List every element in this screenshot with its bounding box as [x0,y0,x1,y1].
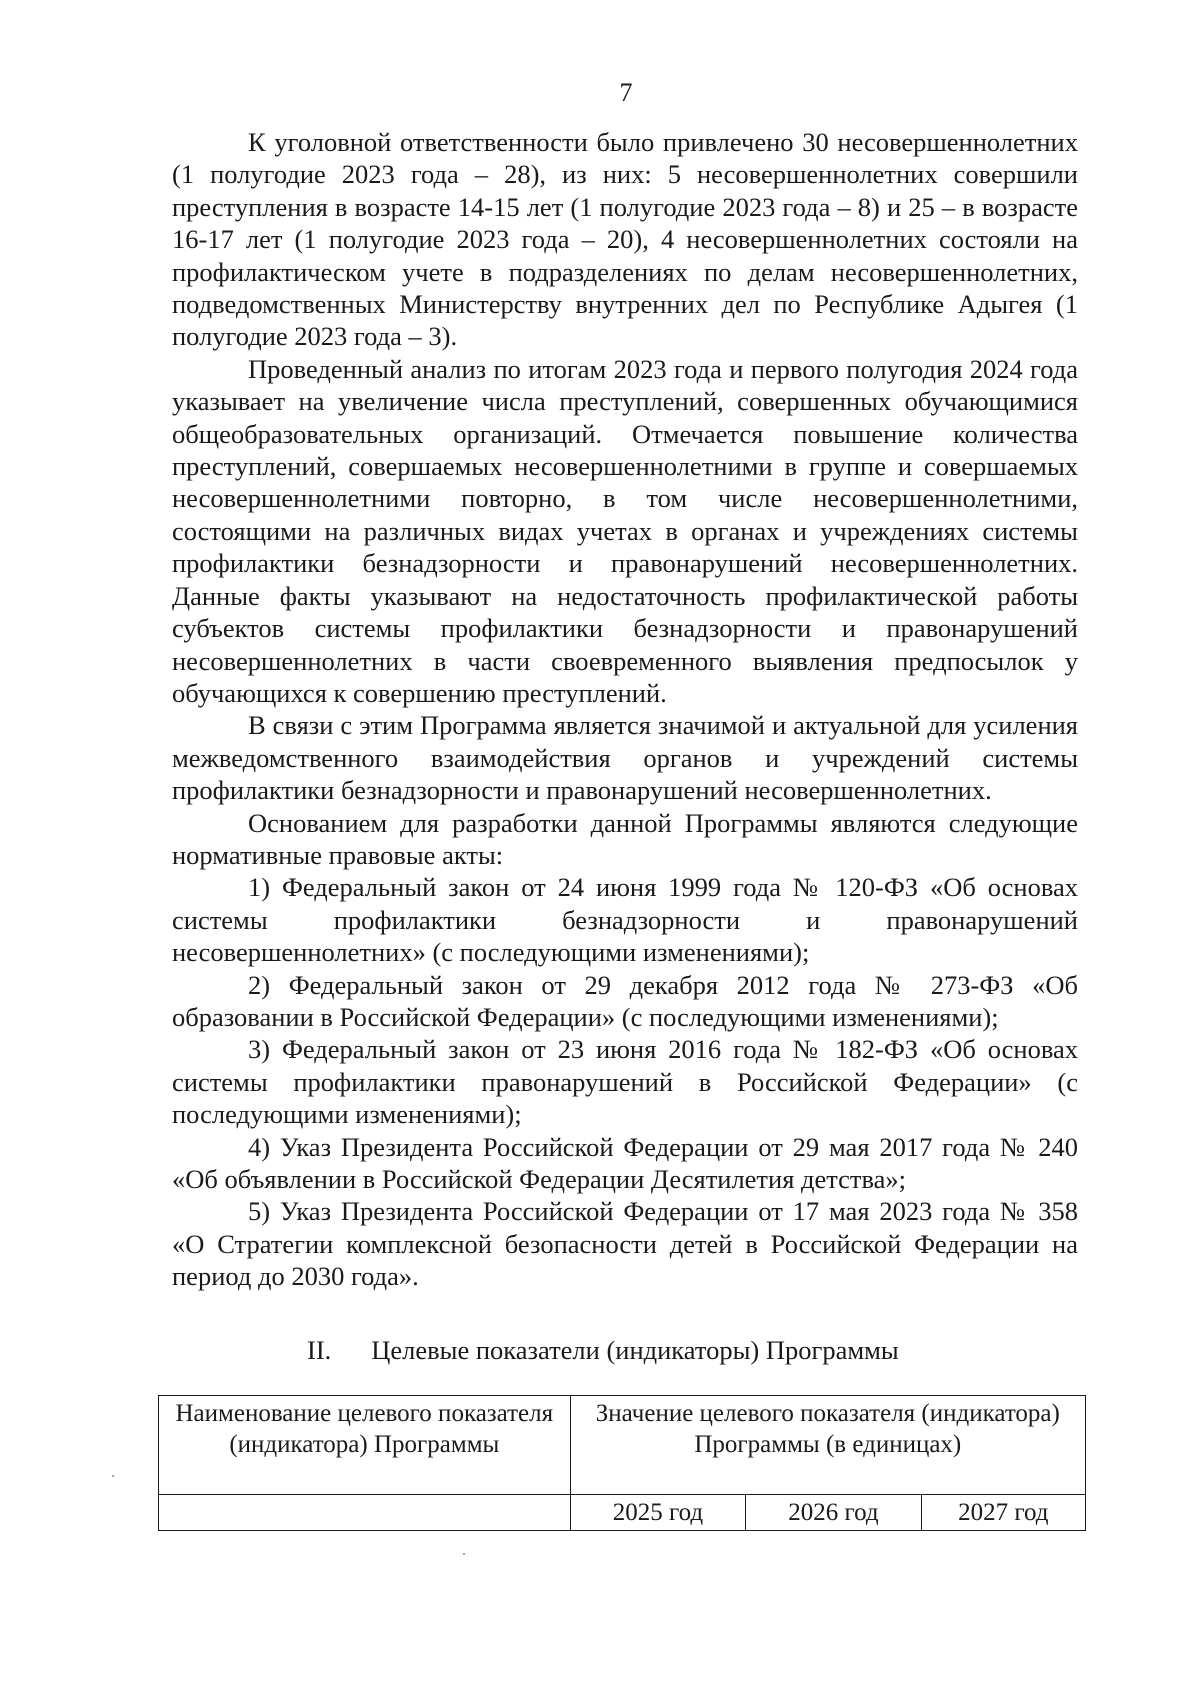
legal-act-item-3: 3) Федеральный закон от 23 июня 2016 года № 182-ФЗ «Об основах системы профилактики правонарушений в Российской Федерации» (с последующими изменениями); [172,1034,1078,1130]
legal-act-item-5: 5) Указ Президента Российской Федерации от 17 мая 2023 года № 358 «О Стратегии комплексной безопасности детей в Российской Федерации на период до 2030 года». [172,1196,1078,1292]
year-2025-header: 2025 год [570,1495,746,1531]
section-number: II. [307,1335,332,1365]
paragraph-legal-basis: Основанием для разработки данной Программы являются следующие нормативные правовые акты: [172,807,1078,870]
document-body [172,126,1078,1293]
scan-speck [112,1475,114,1477]
indicators-table [158,1395,1086,1531]
indicator-value-header: Значение целевого показателя (индикатора) Программы (в единицах) [570,1396,1085,1495]
paragraph-offenders: К уголовной ответственности было привлечено 30 несовершеннолетних (1 полугодие 2023 года – 28), из них: 5 несовершеннолетних совершили преступления в возрасте 14-15 лет (1 полугодие 2023 года – 8) и 25 – в возрасте 16-17 лет (1 полугодие 2023 года – 20), 4 несовершеннолетних состояли на профилактическом учете в подразделениях по делам несовершеннолетних, подведомственных Министерству внутренних дел по Республике Адыгея (1 полугодие 2023 года – 3). [172,127,1078,352]
table-years-row [159,1495,1086,1531]
section-heading [307,1335,899,1366]
scan-speck [463,1553,465,1555]
section-title: Целевые показатели (индикаторы) Программы [371,1335,899,1365]
indicator-name-cell [159,1495,571,1531]
paragraph-analysis: Проведенный анализ по итогам 2023 года и первого полугодия 2024 года указывает на увеличение числа преступлений, совершенных обучающимися общеобразовательных организаций. Отмечается повышение количества преступлений, совершаемых несовершеннолетними в группе и совершаемых несовершеннолетними повторно, в том числе несовершеннолетними, состоящими на различных видах учетах в органах и учреждениях системы профилактики безнадзорности и правонарушений несовершеннолетних. Данные факты указывают на недостаточность профилактической работы субъектов системы профилактики безнадзорности и правонарушений несовершеннолетних в части своевременного выявления предпосылок у обучающихся к совершению преступлений. [172,353,1078,708]
page-number: 7 [619,78,633,107]
legal-act-item-2: 2) Федеральный закон от 29 декабря 2012 года № 273-ФЗ «Об образовании в Российской Федерации» (с последующими изменениями); [172,969,1078,1032]
paragraph-relevance: В связи с этим Программа является значимой и актуальной для усиления межведомственного взаимодействия органов и учреждений системы профилактики безнадзорности и правонарушений несовершеннолетних. [172,710,1078,806]
indicator-name-header: Наименование целевого показателя (индикатора) Программы [159,1396,571,1495]
legal-act-item-1: 1) Федеральный закон от 24 июня 1999 года № 120-ФЗ «Об основах системы профилактики безнадзорности и правонарушений несовершеннолетних» (с последующими изменениями); [172,872,1078,968]
year-2026-header: 2026 год [746,1495,922,1531]
year-2027-header: 2027 год [921,1495,1085,1531]
legal-act-item-4: 4) Указ Президента Российской Федерации от 29 мая 2017 года № 240 «Об объявлении в Российской Федерации Десятилетия детства»; [172,1131,1078,1194]
table-header-row [159,1396,1086,1495]
